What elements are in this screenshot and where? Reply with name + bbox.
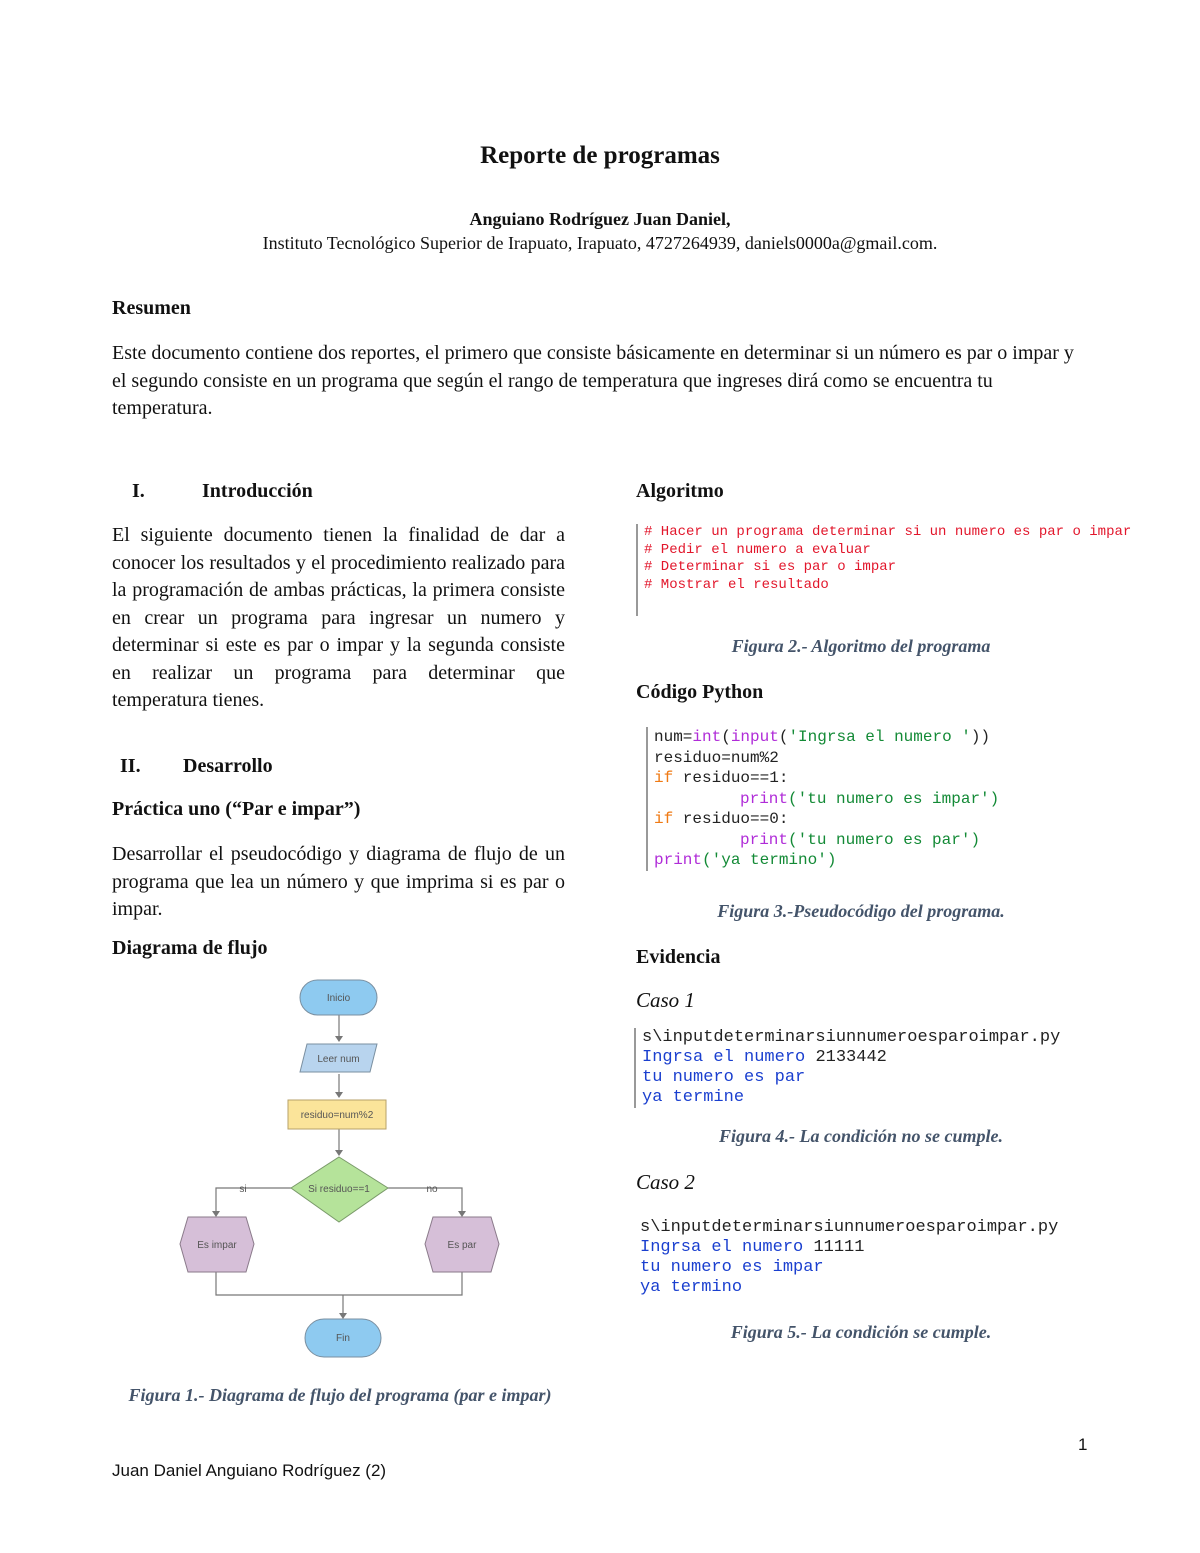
algorithm-line: # Hacer un programa determinar si un numero es par o impar (644, 524, 1132, 540)
section-number: II. (120, 755, 141, 777)
terminal-path: s\inputdeterminarsiunnumeroesparoimpar.py (642, 1028, 1061, 1047)
section-title: Introducción (202, 480, 313, 502)
intro-text: El siguiente documento tienen la finalidad de dar a conocer los resultados y el procedimiento realizado para la programación de ambas prácticas, la primera consiste en crear un programa para ingresar un numero y determinar si este es par o impar y la segunda consiste en realizar un programa para determinar que temperatura tienes. (112, 524, 565, 711)
code-line: if residuo==1: (654, 769, 789, 787)
algorithm-code (636, 524, 1131, 616)
footer-author: Juan Daniel Anguiano Rodríguez (2) (112, 1461, 387, 1480)
practice-title: Práctica uno (“Par e impar”) (112, 798, 361, 820)
practice-text: Desarrollar el pseudocódigo y diagrama de flujo de un programa que lea un número y que imprima si es par o impar. (112, 843, 565, 920)
svg-text:Leer num: Leer num (317, 1054, 360, 1065)
flowchart (170, 972, 520, 1367)
code-line: print('ya termino') (654, 851, 837, 869)
dev-heading (120, 755, 560, 778)
terminal-input-line: Ingrsa el numero 2133442 (642, 1048, 887, 1067)
figure-5-caption: Figura 5.- La condición se cumple. (730, 1322, 992, 1342)
flow-process (288, 1100, 386, 1129)
flow-title: Diagrama de flujo (112, 937, 268, 959)
flow-read (300, 1044, 377, 1072)
algorithm-line: # Determinar si es par o impar (644, 559, 897, 575)
flow-no-label: no (426, 1184, 438, 1195)
case-2-label: Caso 2 (636, 1170, 695, 1194)
flow-yes-label: si (239, 1184, 247, 1195)
flow-even (425, 1217, 499, 1272)
evidence-heading (636, 946, 720, 969)
algorithm-heading (636, 480, 724, 503)
practice-heading (112, 798, 360, 821)
algorithm-line: # Pedir el numero a evaluar (644, 541, 871, 558)
flow-odd (180, 1217, 254, 1272)
terminal-end: ya termine (642, 1088, 745, 1107)
abstract-heading: Resumen (112, 297, 191, 319)
figure-2-caption: Figura 2.- Algoritmo del programa (731, 636, 991, 656)
svg-text:Es impar: Es impar (197, 1240, 237, 1251)
abstract-text: Este documento contiene dos reportes, el primero que consiste básicamente en determinar si un número es par o impar y el segundo consiste en un programa que según el rango de temperatura que ingreses dirá como se encuentra tu temperatura. (112, 342, 1074, 419)
code-line: print('tu numero es par') (740, 830, 981, 849)
code-line: num=int(input('Ingrsa el numero ')) (654, 728, 991, 746)
terminal-path: s\inputdeterminarsiunnumeroesparoimpar.py (640, 1218, 1059, 1237)
page-title: Reporte de programas (480, 142, 720, 169)
flow-start (300, 980, 377, 1015)
python-title: Código Python (636, 681, 764, 703)
python-code (646, 727, 999, 871)
intro-heading (132, 480, 572, 503)
author-affiliation: Instituto Tecnológico Superior de Irapuato, Irapuato, 4727264939, daniels0000a@gmail.com. (262, 233, 938, 253)
case-2-terminal (640, 1218, 1058, 1298)
code-line: residuo=num%2 (654, 748, 779, 767)
algorithm-line: # Mostrar el resultado (644, 576, 829, 593)
author-name: Anguiano Rodríguez Juan Daniel, (469, 209, 731, 229)
svg-text:Si residuo==1: Si residuo==1 (308, 1184, 370, 1195)
section-title: Desarrollo (183, 755, 273, 777)
python-heading (636, 681, 763, 704)
terminal-end: ya termino (640, 1278, 743, 1297)
case-1-terminal (634, 1028, 1060, 1108)
abstract-section (112, 297, 191, 320)
svg-text:Fin: Fin (336, 1333, 350, 1344)
algorithm-title: Algoritmo (636, 480, 724, 502)
svg-text:Es par: Es par (447, 1240, 477, 1251)
flow-heading (112, 937, 268, 960)
code-line: print('tu numero es impar') (740, 789, 1000, 808)
figure-1-caption: Figura 1.- Diagrama de flujo del programa (par e impar) (128, 1385, 552, 1405)
figure-4-caption: Figura 4.- La condición no se cumple. (718, 1126, 1003, 1146)
case-1-label: Caso 1 (636, 988, 695, 1012)
section-number: I. (132, 480, 145, 502)
page-number: 1 (1078, 1435, 1088, 1454)
terminal-result: tu numero es par (642, 1068, 806, 1087)
flow-end (305, 1319, 381, 1357)
code-line: if residuo==0: (654, 810, 789, 828)
figure-3-caption: Figura 3.-Pseudocódigo del programa. (717, 901, 1005, 921)
terminal-result: tu numero es impar (640, 1258, 824, 1277)
terminal-input-line: Ingrsa el numero 11111 (640, 1238, 865, 1257)
flow-decision (291, 1157, 388, 1222)
svg-text:Inicio: Inicio (326, 993, 351, 1004)
svg-text:residuo=num%2: residuo=num%2 (300, 1110, 374, 1121)
evidence-title: Evidencia (636, 946, 721, 968)
